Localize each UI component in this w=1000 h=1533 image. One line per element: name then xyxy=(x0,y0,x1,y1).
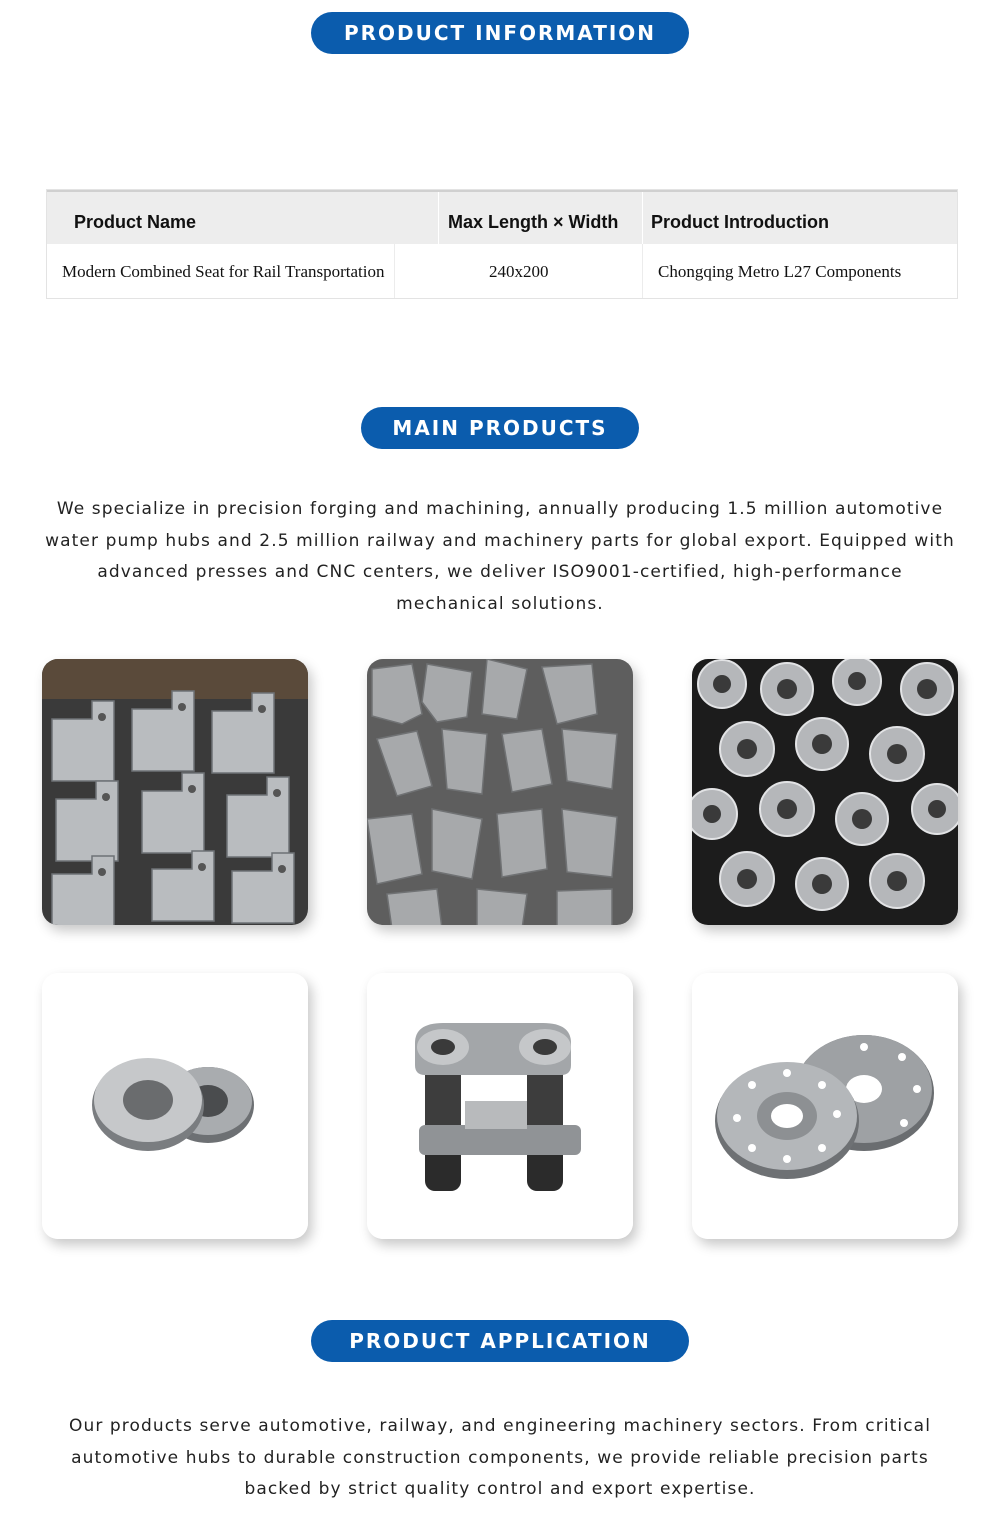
section-title-product-application: PRODUCT APPLICATION xyxy=(311,1320,689,1362)
flanges-photo xyxy=(692,973,958,1239)
section-title-main-products: MAIN PRODUCTS xyxy=(361,407,639,449)
forged-parts-pile-photo xyxy=(367,659,633,925)
main-products-description: We specialize in precision forging and machining, annually producing 1.5 million automotive water pump hubs and 2.5 million railway and machinery parts for global export. Equipped with advanced presses and CNC centers, we deliver ISO9001-certified, high-performance mechanical solutions. xyxy=(45,499,955,614)
section-title-product-information: PRODUCT INFORMATION xyxy=(311,12,689,54)
application-description: Our products serve automotive, railway, and engineering machinery sectors. From critical automotive hubs to durable construction components, we provide reliable precision parts backed by strict quality control and export expertise. xyxy=(68,1416,932,1499)
machined-brackets-photo xyxy=(42,659,308,925)
header-product-introduction: Product Introduction xyxy=(651,212,829,232)
cell-dimensions: 240x200 xyxy=(489,262,549,281)
table-header-row xyxy=(47,190,957,244)
flanged-hubs-photo xyxy=(692,659,958,925)
link-bracket-photo xyxy=(367,973,633,1239)
header-product-name: Product Name xyxy=(74,212,197,232)
cell-introduction: Chongqing Metro L27 Components xyxy=(658,262,902,281)
product-spec-table xyxy=(46,189,958,299)
cell-product-name: Modern Combined Seat for Rail Transportation xyxy=(62,262,385,281)
ring-washers-photo xyxy=(42,973,308,1239)
header-max-length-width: Max Length × Width xyxy=(448,212,619,232)
